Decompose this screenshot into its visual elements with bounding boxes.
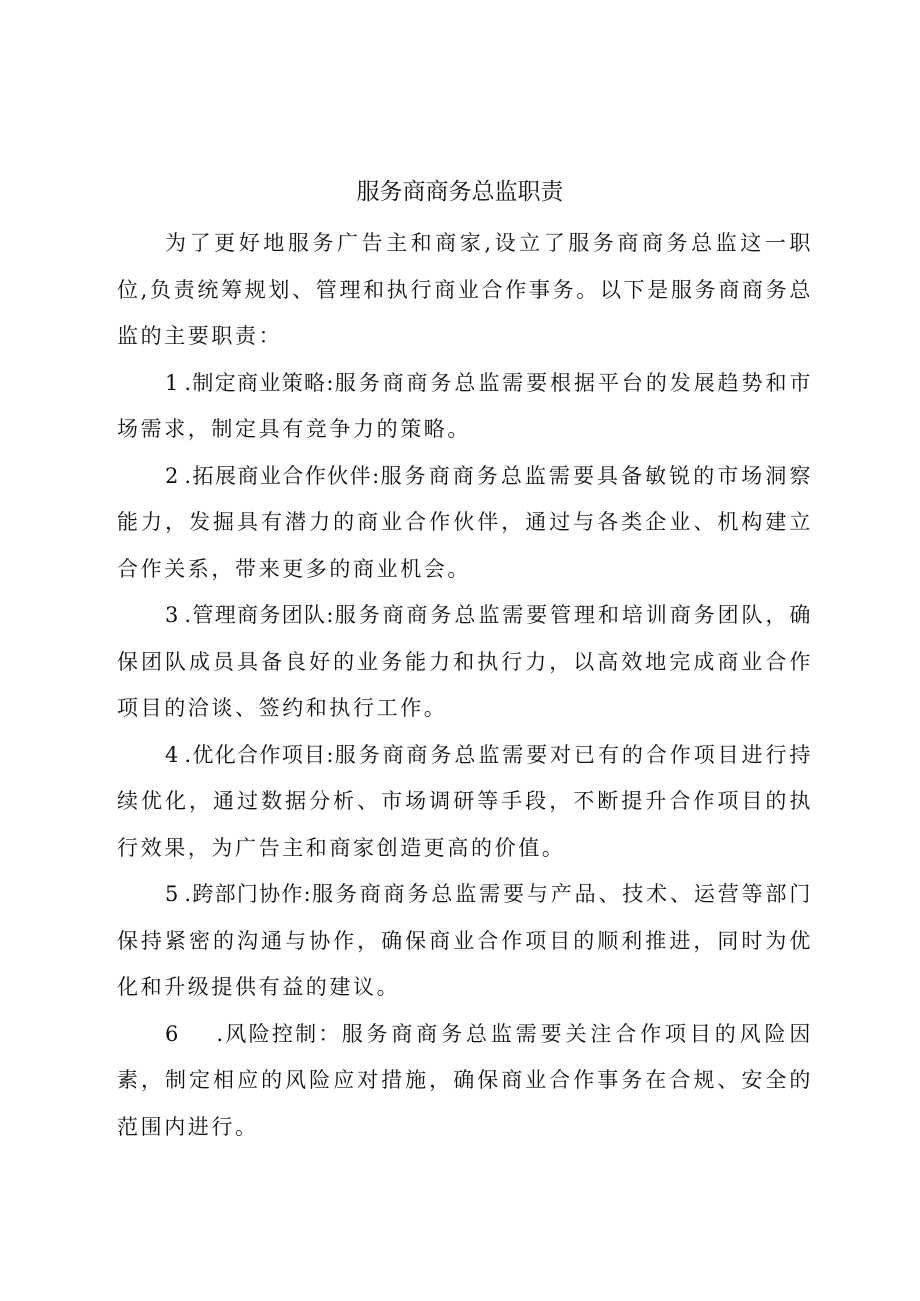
item-text: 服务商商务总监需要对已有的合作项目进行持续优化，通过数据分析、市场调研等手段，不断提升合作项目的执行效果，为广告主和商家创造更高的价值。 [117,742,814,860]
list-item [117,1011,813,1151]
item-text: 服务商商务总监需要管理和培训商务团队，确保团队成员具备良好的业务能力和执行力，以高效地完成商业合作项目的洽谈、签约和执行工作。 [117,603,814,720]
item-text: 服务商商务总监需要具备敏锐的市场洞察能力，发掘具有潜力的商业合作伙伴，通过与各类企业、机构建立合作关系，带来更多的商业机会。 [117,463,813,581]
item-number: 6 [165,1021,179,1046]
list-item [117,592,813,732]
item-text: 服务商商务总监需要关注合作项目的风险因素，制定相应的风险应对措施，确保商业合作事务在合规、安全的范围内进行。 [117,1021,813,1139]
item-heading: .跨部门协作: [184,882,312,906]
item-number: 5 [165,882,179,906]
item-text: 服务商商务总监需要根据平台的发展趋势和市场需求，制定具有竞争力的策略。 [117,370,814,441]
list-item [117,453,813,593]
document-body [117,220,813,1150]
document-title: 服务商商务总监职责 [356,179,564,205]
item-heading: .风险控制： [216,1021,342,1046]
item-number: 4 [165,742,179,767]
item-number: 3 [165,603,179,627]
intro-paragraph: 为了更好地服务广告主和商家,设立了服务商商务总监这一职位,负责统筹规划、管理和执行商业合作事务。以下是服务商商务总监的主要职责： [117,231,813,348]
list-item [117,360,813,453]
item-heading: .制定商业策略: [184,370,335,395]
item-number: 2 [165,463,179,488]
item-heading: .管理商务团队: [184,603,335,627]
item-text: 服务商商务总监需要与产品、技术、运营等部门保持紧密的沟通与协作，确保商业合作项目的顺利推进，同时为优化和升级提供有益的建议。 [117,882,813,999]
item-heading: .优化合作项目: [184,742,335,767]
list-item [117,732,813,872]
item-number: 1 [165,370,179,395]
list-item [117,871,813,1011]
item-heading: .拓展商业合作伙伴: [184,463,381,488]
